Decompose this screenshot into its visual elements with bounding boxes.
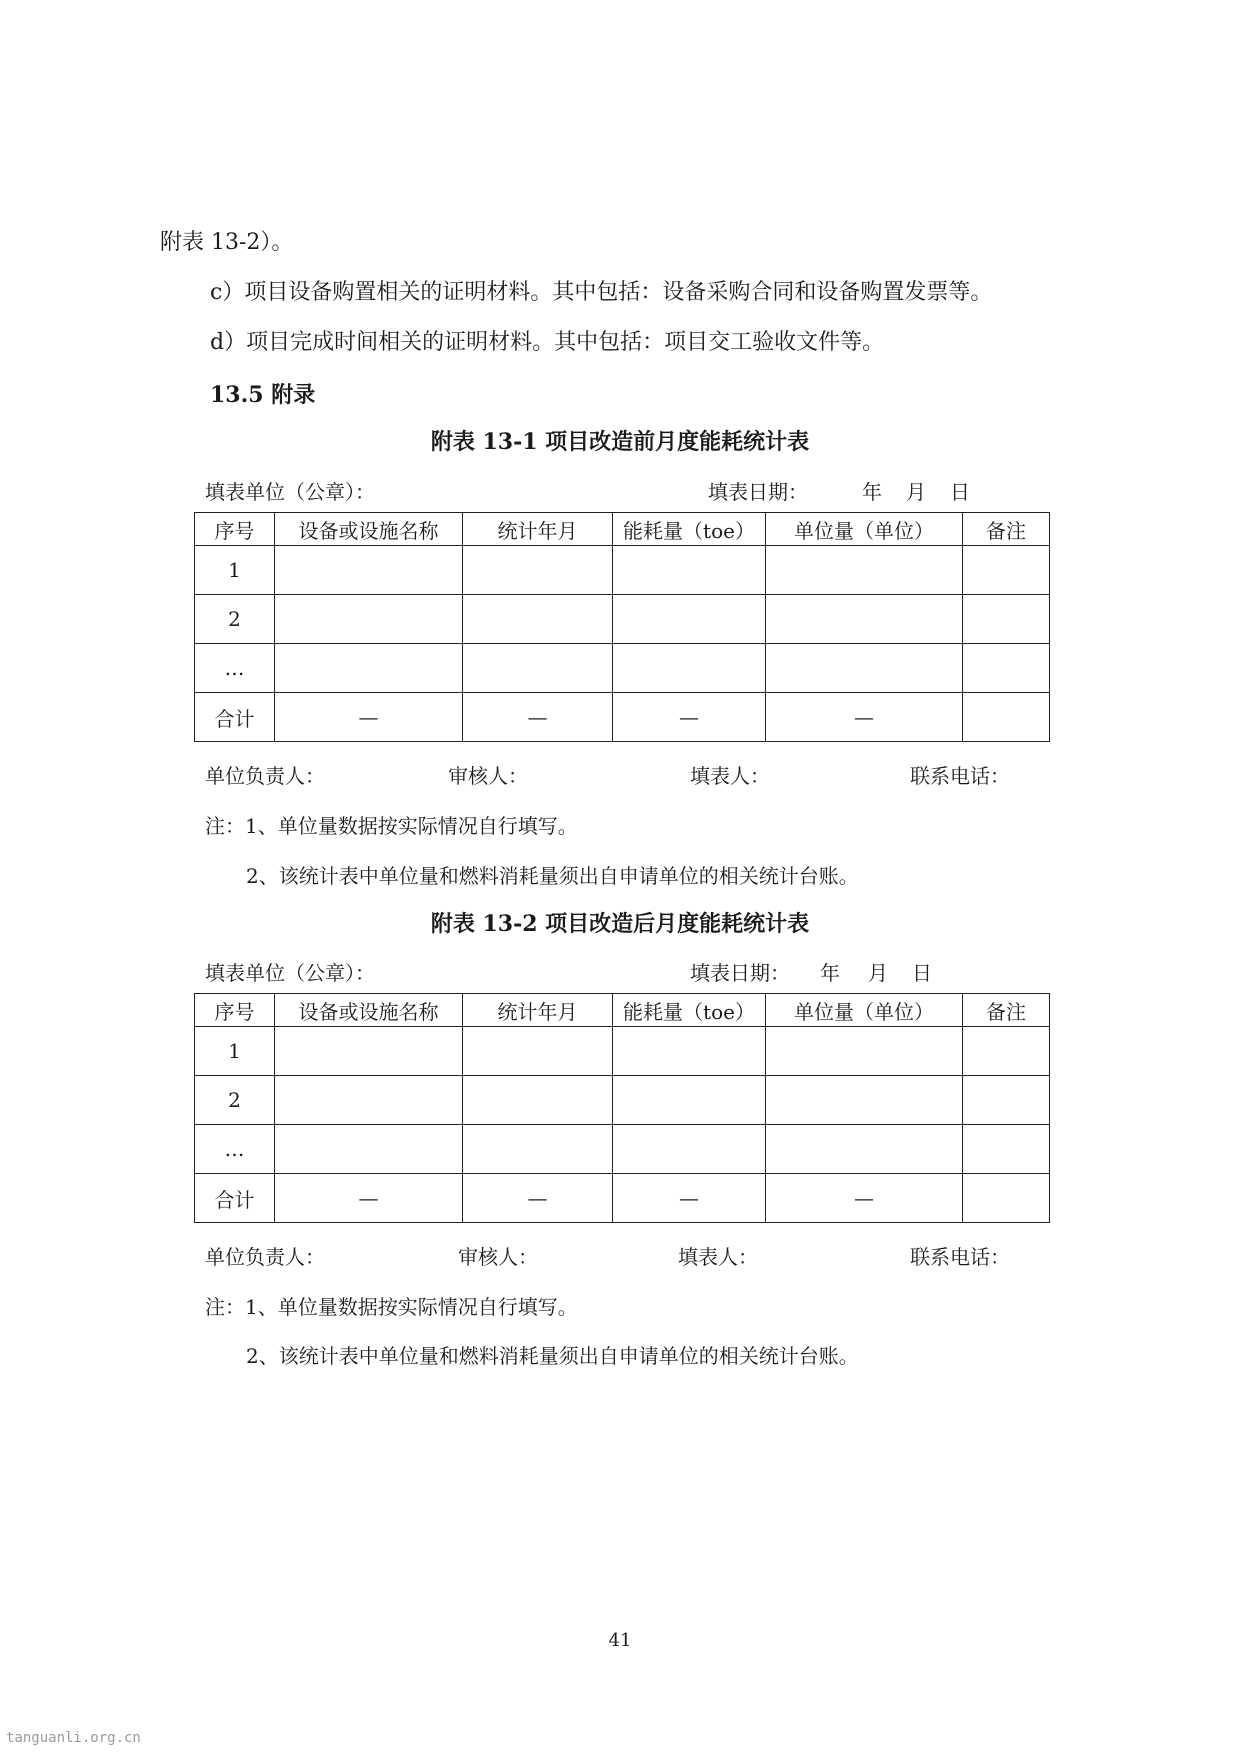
table2-note-2: 2、该统计表中单位量和燃料消耗量须出自申请单位的相关统计台账。 xyxy=(246,1344,859,1368)
table2-title: 附表 13-2 项目改造后月度能耗统计表 xyxy=(430,911,810,937)
paragraph-item-c: c）项目设备购置相关的证明材料。其中包括：设备采购合同和设备购置发票等。 xyxy=(210,280,993,305)
paragraph-item-d: d）项目完成时间相关的证明材料。其中包括：项目交工验收文件等。 xyxy=(210,330,885,355)
table-cell: 1 xyxy=(195,546,275,595)
table-cell: 合计 xyxy=(195,693,275,742)
table1-signature-head: 单位负责人： xyxy=(205,764,325,788)
table-cell: — xyxy=(613,1174,766,1223)
table1 xyxy=(194,512,1050,742)
table1-title: 附表 13-1 项目改造前月度能耗统计表 xyxy=(430,429,810,455)
header-cell: 统计年月 xyxy=(463,994,613,1027)
table2-date-year: 年 xyxy=(820,961,840,985)
table-cell[interactable] xyxy=(275,1027,463,1076)
table-cell[interactable] xyxy=(963,595,1050,644)
page-number: 41 xyxy=(608,1630,632,1651)
table-cell[interactable] xyxy=(613,546,766,595)
table-cell[interactable] xyxy=(963,644,1050,693)
table-cell[interactable] xyxy=(963,1174,1050,1223)
table2-signature-filler: 填表人： xyxy=(678,1245,758,1269)
table-cell[interactable] xyxy=(613,1125,766,1174)
table-cell[interactable] xyxy=(275,546,463,595)
header-cell: 设备或设施名称 xyxy=(275,513,463,546)
table-cell[interactable] xyxy=(613,1076,766,1125)
table-cell[interactable] xyxy=(463,1027,613,1076)
table-cell[interactable] xyxy=(463,644,613,693)
table1-header-row xyxy=(195,513,1050,546)
paragraph-continuation: 附表 13-2）。 xyxy=(160,230,294,255)
header-cell: 单位量（单位） xyxy=(766,994,963,1027)
table-cell: … xyxy=(195,644,275,693)
table-cell: 1 xyxy=(195,1027,275,1076)
table-cell[interactable] xyxy=(766,1125,963,1174)
table-total-row xyxy=(195,693,1050,742)
table1-date-label: 填表日期： xyxy=(708,480,808,504)
header-cell: 序号 xyxy=(195,994,275,1027)
table-cell[interactable] xyxy=(463,595,613,644)
header-cell: 设备或设施名称 xyxy=(275,994,463,1027)
table1-date-day: 日 xyxy=(950,480,970,504)
table-row xyxy=(195,1027,1050,1076)
table-row xyxy=(195,595,1050,644)
header-cell: 序号 xyxy=(195,513,275,546)
table1-unit-label: 填表单位（公章）： xyxy=(205,480,375,504)
table-cell[interactable] xyxy=(275,1076,463,1125)
table-cell: — xyxy=(766,693,963,742)
table1-signature-reviewer: 审核人： xyxy=(448,764,528,788)
table-cell: — xyxy=(613,693,766,742)
table-cell[interactable] xyxy=(766,644,963,693)
table-cell[interactable] xyxy=(613,595,766,644)
table-cell[interactable] xyxy=(963,1076,1050,1125)
header-cell: 能耗量（toe） xyxy=(613,994,766,1027)
header-cell: 能耗量（toe） xyxy=(613,513,766,546)
table-row xyxy=(195,546,1050,595)
table2-note-1: 注：1、单位量数据按实际情况自行填写。 xyxy=(205,1295,578,1319)
table2-signature-phone: 联系电话： xyxy=(910,1245,1010,1269)
table1-note-2: 2、该统计表中单位量和燃料消耗量须出自申请单位的相关统计台账。 xyxy=(246,864,859,888)
table-cell: — xyxy=(766,1174,963,1223)
table-cell[interactable] xyxy=(275,1125,463,1174)
table1-signature-filler: 填表人： xyxy=(690,764,770,788)
table-cell[interactable] xyxy=(463,546,613,595)
table1-signature-phone: 联系电话： xyxy=(910,764,1010,788)
table-cell: — xyxy=(463,693,613,742)
table2-date-month: 月 xyxy=(868,961,888,985)
header-cell: 备注 xyxy=(963,994,1050,1027)
table-cell[interactable] xyxy=(766,546,963,595)
table-cell[interactable] xyxy=(766,595,963,644)
header-cell: 单位量（单位） xyxy=(766,513,963,546)
table1-note-1: 注：1、单位量数据按实际情况自行填写。 xyxy=(205,814,578,838)
table-cell[interactable] xyxy=(275,644,463,693)
table2-header-row xyxy=(195,994,1050,1027)
table-cell: … xyxy=(195,1125,275,1174)
table-cell[interactable] xyxy=(963,1027,1050,1076)
table-cell: — xyxy=(275,693,463,742)
table1-date-year: 年 xyxy=(862,480,882,504)
table-row xyxy=(195,644,1050,693)
table-cell: 2 xyxy=(195,595,275,644)
table-cell[interactable] xyxy=(613,1027,766,1076)
table-cell[interactable] xyxy=(963,693,1050,742)
table-cell: — xyxy=(275,1174,463,1223)
table-cell[interactable] xyxy=(963,546,1050,595)
table-cell: 2 xyxy=(195,1076,275,1125)
table-cell: 合计 xyxy=(195,1174,275,1223)
table-cell[interactable] xyxy=(766,1076,963,1125)
table-row xyxy=(195,1125,1050,1174)
table2-unit-label: 填表单位（公章）： xyxy=(205,961,375,985)
table-cell[interactable] xyxy=(766,1027,963,1076)
table-cell[interactable] xyxy=(275,595,463,644)
table-cell[interactable] xyxy=(613,644,766,693)
table-row xyxy=(195,1076,1050,1125)
table-cell[interactable] xyxy=(463,1125,613,1174)
table2-date-day: 日 xyxy=(912,961,932,985)
table-cell[interactable] xyxy=(963,1125,1050,1174)
table2 xyxy=(194,993,1050,1223)
header-cell: 统计年月 xyxy=(463,513,613,546)
table2-signature-reviewer: 审核人： xyxy=(458,1245,538,1269)
watermark: tanguanli.org.cn xyxy=(6,1730,141,1746)
table2-signature-head: 单位负责人： xyxy=(205,1245,325,1269)
table-total-row xyxy=(195,1174,1050,1223)
section-heading: 13.5 附录 xyxy=(210,382,316,408)
table1-date-month: 月 xyxy=(906,480,926,504)
table-cell[interactable] xyxy=(463,1076,613,1125)
header-cell: 备注 xyxy=(963,513,1050,546)
table2-date-label: 填表日期： xyxy=(690,961,790,985)
table-cell: — xyxy=(463,1174,613,1223)
